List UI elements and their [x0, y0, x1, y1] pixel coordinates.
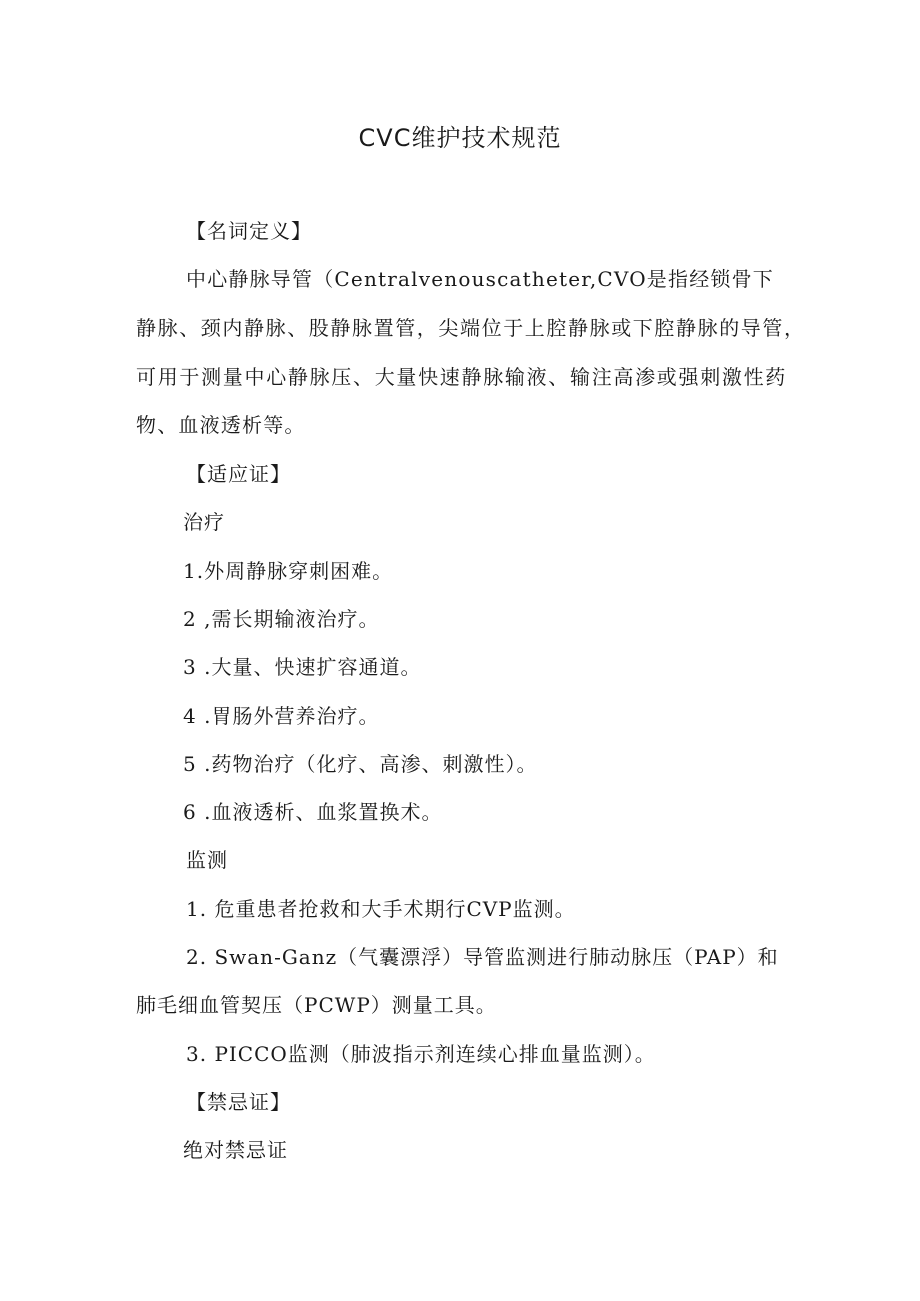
subheading-treatment: 治疗	[183, 510, 225, 534]
treatment-item-3: 3 .大量、快速扩容通道。	[183, 655, 422, 679]
definition-line-4: 物、血液透析等。	[136, 413, 306, 437]
monitor-item-1: 1. 危重患者抢救和大手术期行CVP监测。	[186, 897, 576, 921]
page-title: CVC维护技术规范	[358, 124, 562, 152]
definition-line-2: 静脉、颈内静脉、股静脉置管，尖端位于上腔静脉或下腔静脉的导管，	[136, 316, 806, 340]
treatment-item-5: 5 .药物治疗（化疗、高渗、刺激性）。	[183, 752, 538, 776]
subheading-absolute-contraindications: 绝对禁忌证	[183, 1138, 288, 1162]
definition-line-1: 中心静脉导管（Centralvenouscatheter,CVO是指经锁骨下	[186, 267, 775, 291]
section-heading-indications: 【适应证】	[186, 462, 291, 486]
definition-line-3: 可用于测量中心静脉压、大量快速静脉输液、输注高渗或强刺激性药	[136, 365, 787, 389]
section-heading-definition: 【名词定义】	[186, 219, 312, 243]
treatment-item-2: 2 ,需长期输液治疗。	[183, 607, 380, 631]
subheading-monitoring: 监测	[186, 848, 228, 872]
treatment-item-4: 4 .胃肠外营养治疗。	[183, 704, 380, 728]
treatment-item-6: 6 .血液透析、血浆置换术。	[183, 800, 443, 824]
section-heading-contraindications: 【禁忌证】	[186, 1090, 291, 1114]
monitor-item-2: 2. Swan-Ganz（气囊漂浮）导管监测进行肺动脉压（PAP）和	[186, 945, 779, 969]
monitor-item-3: 3. PICCO监测（肺波指示剂连续心排血量监测）。	[186, 1042, 656, 1066]
monitor-item-2-continued: 肺毛细血管契压（PCWP）测量工具。	[136, 993, 497, 1017]
treatment-item-1: 1.外周静脉穿刺困难。	[183, 559, 394, 583]
